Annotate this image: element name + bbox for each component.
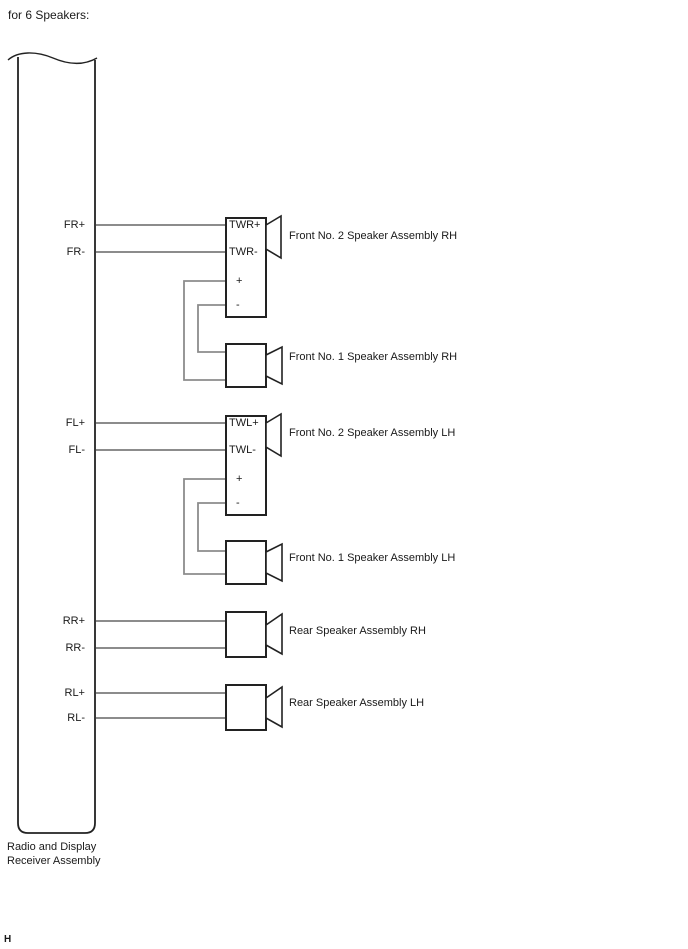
terminal-label-twl-plus: TWL+ (229, 417, 259, 429)
terminal-label-twr-minus: TWR- (229, 246, 258, 258)
speaker-cone-front-no2-rh-icon (266, 216, 281, 258)
unit-label-front-no2-rh: Front No. 2 Speaker Assembly RH (289, 230, 458, 242)
unit-label-rear-rh: Rear Speaker Assembly RH (289, 625, 426, 637)
terminal-label-lh-aux-minus: - (236, 497, 240, 509)
diagram-title: for 6 Speakers: (8, 8, 90, 22)
speaker-cone-rear-rh-icon (266, 614, 282, 654)
terminal-label-lh-aux-plus: + (236, 473, 243, 485)
page-footer-mark: H (4, 934, 12, 945)
speaker-cone-front-no2-lh-icon (266, 414, 281, 456)
terminal-label-rh-aux-plus: + (236, 275, 243, 287)
channel-label-fr-plus: FR+ (63, 219, 85, 231)
receiver-top-tear-line (8, 53, 97, 63)
unit-label-rear-lh: Rear Speaker Assembly LH (289, 697, 425, 709)
speaker-cone-rear-lh-icon (266, 687, 282, 727)
speaker-cone-front-no1-rh-icon (266, 347, 282, 384)
speaker-cone-front-no1-lh-icon (266, 544, 282, 581)
crossover-wire-rh-plus (184, 281, 226, 380)
terminal-label-rh-aux-minus: - (236, 299, 240, 311)
channel-label-rl-plus: RL+ (64, 687, 85, 699)
channel-label-fl-plus: FL+ (65, 417, 85, 429)
channel-label-fr-minus: FR- (66, 246, 85, 258)
tweeter-box-front-no2-lh (226, 416, 266, 515)
terminal-label-twl-minus: TWL- (229, 444, 256, 456)
channel-label-rr-minus: RR- (65, 642, 85, 654)
speaker-box-rear-rh (226, 612, 266, 657)
terminal-label-twr-plus: TWR+ (229, 219, 261, 231)
crossover-wire-lh-plus (184, 479, 226, 574)
speaker-box-rear-lh (226, 685, 266, 730)
channel-label-rl-minus: RL- (67, 712, 85, 724)
crossover-wire-rh-minus (198, 305, 226, 352)
channel-label-rr-plus: RR+ (62, 615, 85, 627)
unit-label-front-no1-rh: Front No. 1 Speaker Assembly RH (289, 351, 458, 363)
crossover-wire-lh-minus (198, 503, 226, 551)
speaker-box-front-no1-lh (226, 541, 266, 584)
unit-label-front-no2-lh: Front No. 2 Speaker Assembly LH (289, 427, 456, 439)
tweeter-box-front-no2-rh (226, 218, 266, 317)
channel-label-fl-minus: FL- (68, 444, 85, 456)
receiver-label-line2: Receiver Assembly (7, 855, 101, 867)
speaker-box-front-no1-rh (226, 344, 266, 387)
unit-label-front-no1-lh: Front No. 1 Speaker Assembly LH (289, 552, 456, 564)
receiver-label-line1: Radio and Display (7, 841, 97, 853)
